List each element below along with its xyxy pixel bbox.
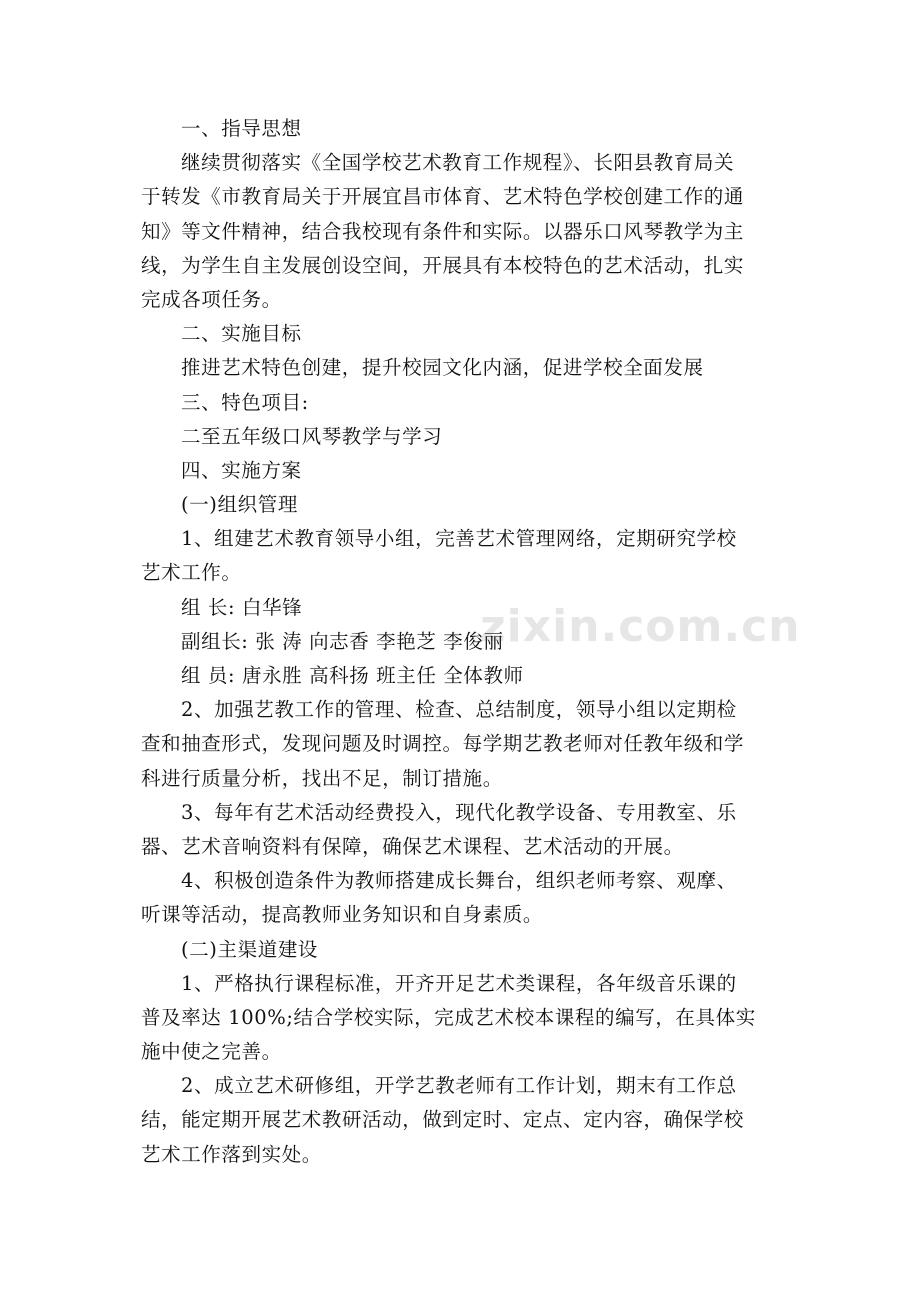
- paragraph-line-indented: (一)组织管理: [181, 493, 298, 517]
- paragraph-line: 完成各项任务。: [141, 287, 282, 311]
- paragraph-line-indented: 3、每年有艺术活动经费投入，现代化教学设备、专用教室、乐: [181, 800, 737, 824]
- paragraph-line-indented: 三、特色项目:: [181, 390, 309, 414]
- paragraph-line-indented: 二至五年级口风琴教学与学习: [181, 424, 443, 448]
- paragraph-line-indented: 一、指导思想: [181, 117, 302, 140]
- paragraph-line-indented: 继续贯彻落实《全国学校艺术教育工作规程》、长阳县教育局关: [181, 151, 735, 175]
- paragraph-line: 查和抽查形式，发现问题及时调控。每学期艺教老师对任教年级和学: [141, 732, 745, 756]
- paragraph-line-indented: 四、实施方案: [181, 458, 302, 482]
- paragraph-line-indented: 1、组建艺术教育领导小组，完善艺术管理网络，定期研究学校: [181, 527, 737, 551]
- paragraph-line-indented: 1、严格执行课程标准，开齐开足艺术类课程，各年级音乐课的: [181, 971, 737, 995]
- paragraph-line: 于转发《市教育局关于开展宜昌市体育、艺术特色学校创建工作的通: [141, 185, 745, 209]
- paragraph-line: 施中使之完善。: [141, 1040, 282, 1064]
- paragraph-line: 艺术工作。: [141, 561, 242, 585]
- paragraph-line-indented: 4、积极创造条件为教师搭建成长舞台，组织老师考察、观摩、: [181, 869, 737, 893]
- paragraph-line: 科进行质量分析，找出不足，制订措施。: [141, 766, 503, 790]
- paragraph-line: 器、艺术音响资料有保障，确保艺术课程、艺术活动的开展。: [141, 834, 684, 858]
- paragraph-line-indented: 组 长: 白华锋: [181, 595, 303, 619]
- paragraph-line-indented: 组 员: 唐永胜 高科扬 班主任 全体教师: [181, 664, 524, 687]
- paragraph-line: 知》等文件精神，结合我校现有条件和实际。以器乐口风琴教学为主: [141, 219, 745, 243]
- paragraph-line: 听课等活动，提高教师业务知识和自身素质。: [141, 903, 544, 927]
- paragraph-line: 线，为学生自主发展创设空间，开展具有本校特色的艺术活动，扎实: [141, 253, 745, 277]
- paragraph-line-indented: 2、加强艺教工作的管理、检查、总结制度，领导小组以定期检: [181, 698, 737, 722]
- paragraph-line: 结，能定期开展艺术教研活动，做到定时、定点、定内容，确保学校: [141, 1108, 745, 1132]
- watermark: zixin.com.cn: [480, 601, 801, 652]
- paragraph-line: 普及率达 100%;结合学校实际，完成艺术校本课程的编写，在具体实: [141, 1005, 756, 1029]
- paragraph-line-indented: 二、实施目标: [181, 322, 302, 346]
- document-body: [141, 112, 801, 1172]
- paragraph-line-indented: 推进艺术特色创建，提升校园文化内涵，促进学校全面发展: [181, 356, 704, 380]
- paragraph-line-indented: 副组长: 张 涛 向志香 李艳芝 李俊丽: [181, 629, 504, 653]
- paragraph-line: 艺术工作落到实处。: [141, 1142, 322, 1166]
- paragraph-line-indented: 2、成立艺术研修组，开学艺教老师有工作计划，期末有工作总: [181, 1074, 737, 1098]
- paragraph-line-indented: (二)主渠道建设: [181, 937, 319, 961]
